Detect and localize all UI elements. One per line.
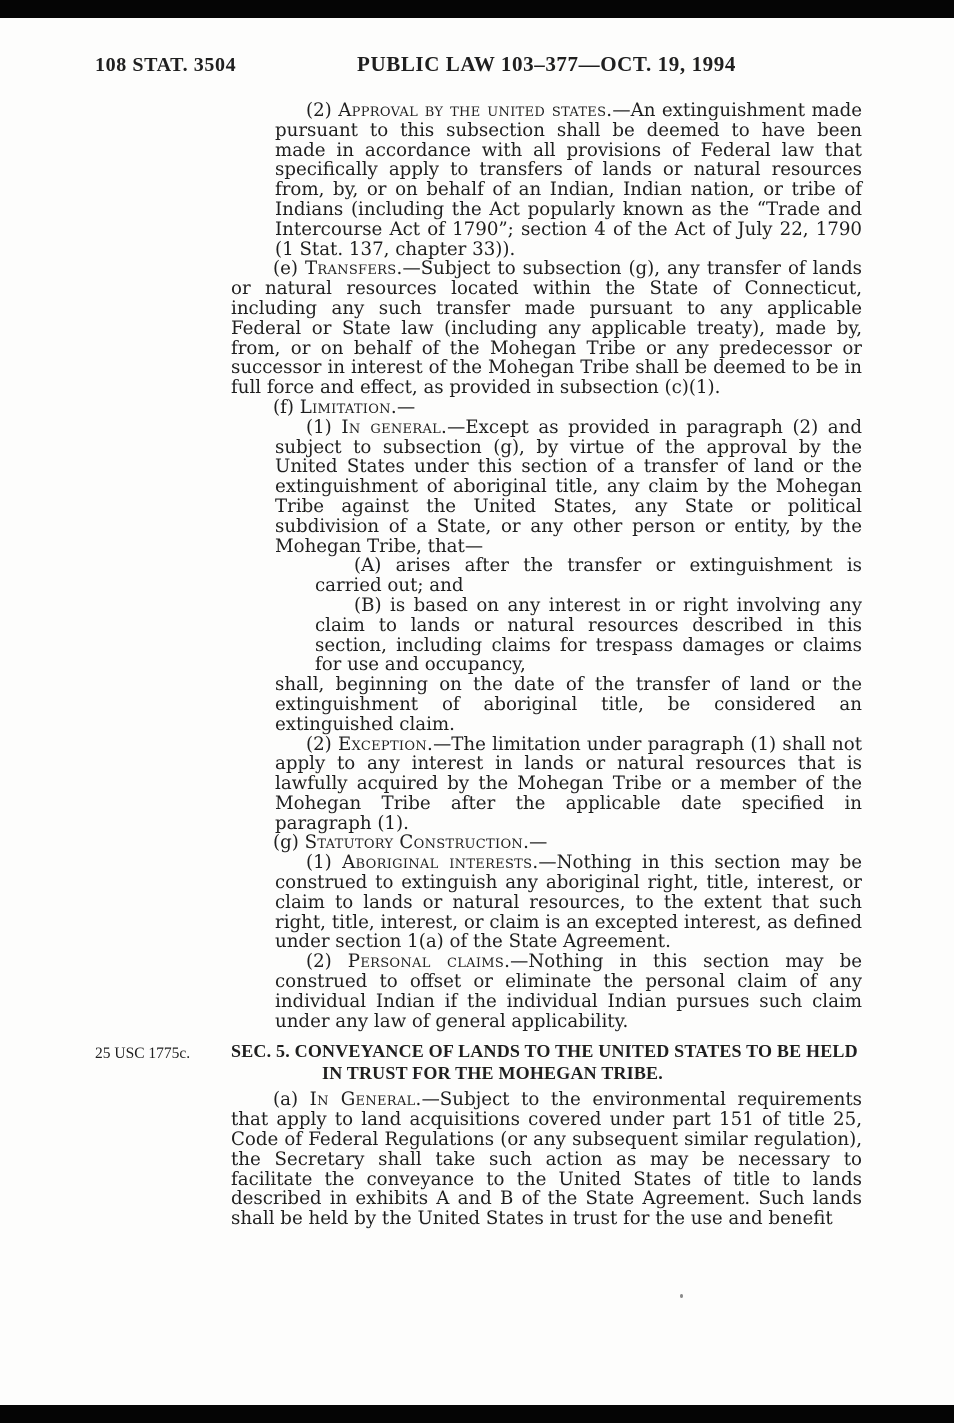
- paragraph-text: —Nothing in this section may be construed to offset or eliminate the personal claim of any individual Indian if the individual Indian pursues such claim under any law of general applicability.: [275, 951, 862, 1032]
- paragraph-label: (2): [306, 100, 339, 121]
- subparagraph-b: [315, 596, 862, 675]
- scan-edge-top: [0, 0, 954, 18]
- paragraph-exception: [275, 735, 862, 834]
- section-heading-line-1: SEC. 5. CONVEYANCE OF LANDS TO THE UNITED STATES TO BE HELD: [231, 1041, 858, 1062]
- paragraph-in-general: [275, 418, 862, 557]
- stat-page-number: 108 STAT. 3504: [95, 54, 237, 76]
- paragraph-label: (2): [306, 733, 338, 755]
- paragraph-label: (g): [273, 832, 305, 854]
- paragraph-text: —Subject to subsection (g), any transfer of lands or natural resources located within the State of Connecticut, including any such transfer made pursuant to any applicable Federal or State law (including any applicable treaty), made by, from, or on behalf of the Mohegan Tribe or any predecessor or successor in interest of the Mohegan Tribe shall be deemed to be in full force and effect, as provided in subsection (c)(1).: [231, 258, 862, 399]
- paragraph-personal-claims: [275, 952, 862, 1031]
- continuation-clause: [275, 675, 862, 734]
- paragraph-catchline: Approval by the united states.: [338, 100, 613, 121]
- paragraph-label: (A): [354, 555, 396, 577]
- paragraph-text: —Except as provided in paragraph (2) and subject to subsection (g), by virtue of the approval by the United States under this section of a transfer of land or the extinguishment of aboriginal title, any claim by the Mohegan Tribe against the United States, any State or political subdivision of a State, or any other person or entity, by the Mohegan Tribe, that—: [275, 416, 862, 557]
- paragraph-text: —: [529, 832, 548, 854]
- paragraph-catchline: Aboriginal interests.: [342, 852, 539, 874]
- usc-citation-margin-note: 25 USC 1775c.: [95, 1045, 191, 1063]
- scan-edge-bottom: [0, 1405, 954, 1423]
- scan-speck: [680, 1294, 683, 1298]
- paragraph-text: is based on any interest in or right involving any claim to lands or natural resources described in this section, including claims for trespass damages or claims for use and occupancy,: [315, 594, 862, 676]
- paragraph-text: arises after the transfer or extinguishment is carried out; and: [315, 555, 862, 597]
- paragraph-label: (2): [306, 951, 348, 973]
- paragraph-catchline: In general.: [341, 416, 448, 438]
- section-5-block: [95, 1041, 862, 1230]
- paragraph-text: —: [396, 396, 416, 418]
- paragraph-text: —Nothing in this section may be construed to extinguish any aboriginal right, title, interest, or claim to lands or natural resources, to the extent that such right, title, interest, or claim is an excepted interest, as defined under section 1(a) of the State Agreement.: [275, 852, 862, 953]
- subsection-g-statutory-construction: [231, 833, 862, 853]
- subsection-a-in-general: [231, 1090, 862, 1229]
- paragraph-label: (f): [273, 396, 300, 418]
- subsection-f-limitation: [231, 398, 862, 418]
- paragraph-catchline: Exception.: [337, 733, 434, 755]
- paragraph-aboriginal-interests: [275, 853, 862, 952]
- law-header-title: PUBLIC LAW 103–377—OCT. 19, 1994: [357, 52, 736, 76]
- paragraph-catchline: In General.: [309, 1089, 422, 1111]
- subsection-e-transfers: [231, 259, 862, 398]
- paragraph-label: (B): [354, 594, 391, 616]
- paragraph-text: —An extinguishment made pursuant to this subsection shall be deemed to have been made in accordance with all provisions of Federal law that specifically apply to transfers of lands or natural resources from, by, or on behalf of an Indian, Indian nation, or tribe of Indians (including the Act popularly known as the “Trade and Intercourse Act of 1790”; section 4 of the Act of July 22, 1790 (1 Stat. 137, chapter 33)).: [275, 100, 862, 260]
- section-heading-line-2: IN TRUST FOR THE MOHEGAN TRIBE.: [322, 1062, 663, 1083]
- subparagraph-a: [315, 556, 862, 596]
- section-5-heading: [231, 1041, 862, 1084]
- paragraph-text: —The limitation under paragraph (1) shall not apply to any interest in lands or natural resources that is lawfully acquired by the Mohegan Tribe or a member of the Mohegan Tribe after the applicable date specified in paragraph (1).: [275, 733, 863, 834]
- paragraph-text: —Subject to the environmental requirements that apply to land acquisitions covered under part 151 of title 25, Code of Federal Regulations (or any subsequent similar regulation), the Secretary shall take such action as may be necessary to facilitate the conveyance to the United States of title to lands described in exhibits A and B of the State Agreement. Such lands shall be held by the United States in trust for the use and benefit: [231, 1089, 862, 1230]
- paragraph-catchline: Personal claims.: [347, 951, 511, 973]
- text-column: [95, 100, 863, 1230]
- paragraph-approval: [275, 101, 862, 259]
- paragraph-label: (a): [273, 1089, 310, 1111]
- paragraph-text: shall, beginning on the date of the transfer of land or the extinguishment of aboriginal title, be considered an extinguished claim.: [275, 674, 862, 735]
- paragraph-label: (e): [273, 258, 305, 280]
- paragraph-label: (1): [306, 852, 343, 874]
- paragraph-label: (1): [306, 416, 342, 438]
- paragraph-catchline: Transfers.: [304, 258, 403, 280]
- paragraph-catchline: Limitation.: [299, 396, 397, 418]
- paragraph-catchline: Statutory Construction.: [304, 832, 530, 854]
